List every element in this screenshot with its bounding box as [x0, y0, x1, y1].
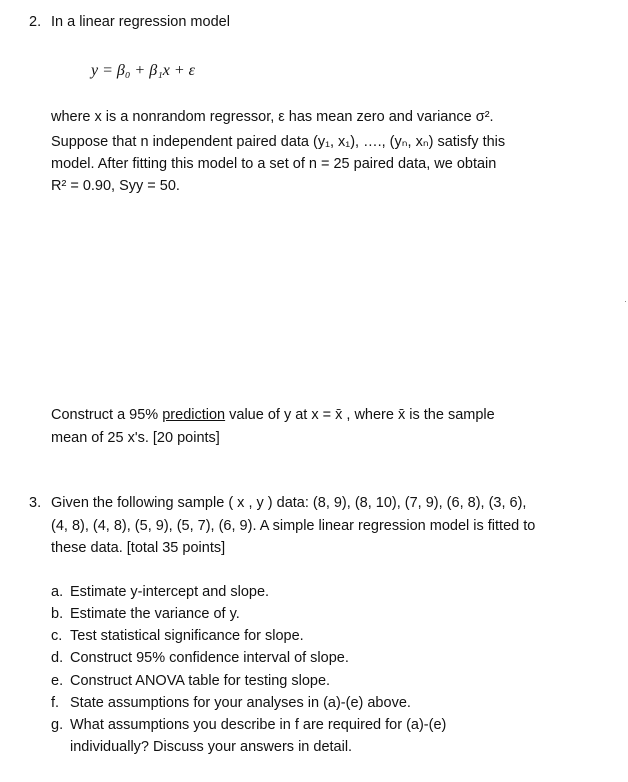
- q2-number: 2.: [29, 14, 42, 30]
- q3-item-text: Estimate the variance of y.: [70, 606, 240, 622]
- q3-item-g-line-2: individually? Discuss your answers in detail.: [70, 739, 353, 755]
- q3-intro-line-2: (4, 8), (4, 8), (5, 9), (5, 7), (6, 9). A simple linear regression model is fitted to: [51, 518, 536, 534]
- q2-para-line-4: R² = 0.90, Syy = 50.: [51, 178, 180, 194]
- q3-item-text: Construct 95% confidence interval of slope.: [70, 650, 349, 666]
- q3-item-label: e.: [51, 673, 64, 689]
- q3-item-text: State assumptions for your analyses in (a)-(e) above.: [70, 695, 411, 711]
- q3-item-b: [51, 604, 240, 625]
- q3-intro-line-3: these data. [total 35 points]: [51, 540, 226, 556]
- q3-item-text: Estimate y-intercept and slope.: [70, 584, 270, 600]
- q2-para-line-2: Suppose that n independent paired data (y₁, x₁), …., (yₙ, xₙ) satisfy this: [51, 134, 506, 150]
- q3-number: 3.: [29, 495, 42, 511]
- q3-item-text: Construct ANOVA table for testing slope.: [70, 673, 331, 689]
- q3-item-label: g.: [51, 717, 64, 733]
- q2-construct-prediction: prediction: [162, 407, 226, 423]
- q2-construct-line-2: mean of 25 x's. [20 points]: [51, 430, 220, 446]
- q3-item-text: Test statistical significance for slope.: [70, 628, 304, 644]
- q2-para-line-3: model. After fitting this model to a set of n = 25 paired data, we obtain: [51, 156, 497, 172]
- q2-construct-after: value of y at x = x̄ , where x̄ is the sample: [225, 407, 495, 423]
- q3-item-label: f.: [51, 695, 60, 711]
- q3-item-g: [51, 715, 446, 736]
- q2-equation: y = β₀ + β₁x + ε: [91, 62, 195, 79]
- q3-item-f: [51, 693, 411, 714]
- stray-dot: [625, 301, 626, 302]
- q2-title: In a linear regression model: [51, 14, 230, 30]
- q3-item-a: [51, 582, 269, 603]
- q2-construct-before: Construct a 95%: [51, 407, 163, 423]
- q3-item-label: a.: [51, 584, 64, 600]
- q2-construct-line-1: [51, 405, 495, 426]
- q3-item-e: [51, 671, 330, 692]
- q3-item-label: c.: [51, 628, 63, 644]
- q3-item-c: [51, 626, 304, 647]
- q3-intro-line-1: Given the following sample ( x , y ) data: (8, 9), (8, 10), (7, 9), (6, 8), (3, 6),: [51, 495, 527, 511]
- q3-item-text: What assumptions you describe in f are required for (a)-(e): [70, 717, 447, 733]
- q3-item-d: [51, 648, 349, 669]
- q3-item-label: b.: [51, 606, 64, 622]
- q3-item-label: d.: [51, 650, 64, 666]
- q2-para-line-1: where x is a nonrandom regressor, ε has mean zero and variance σ².: [51, 109, 494, 125]
